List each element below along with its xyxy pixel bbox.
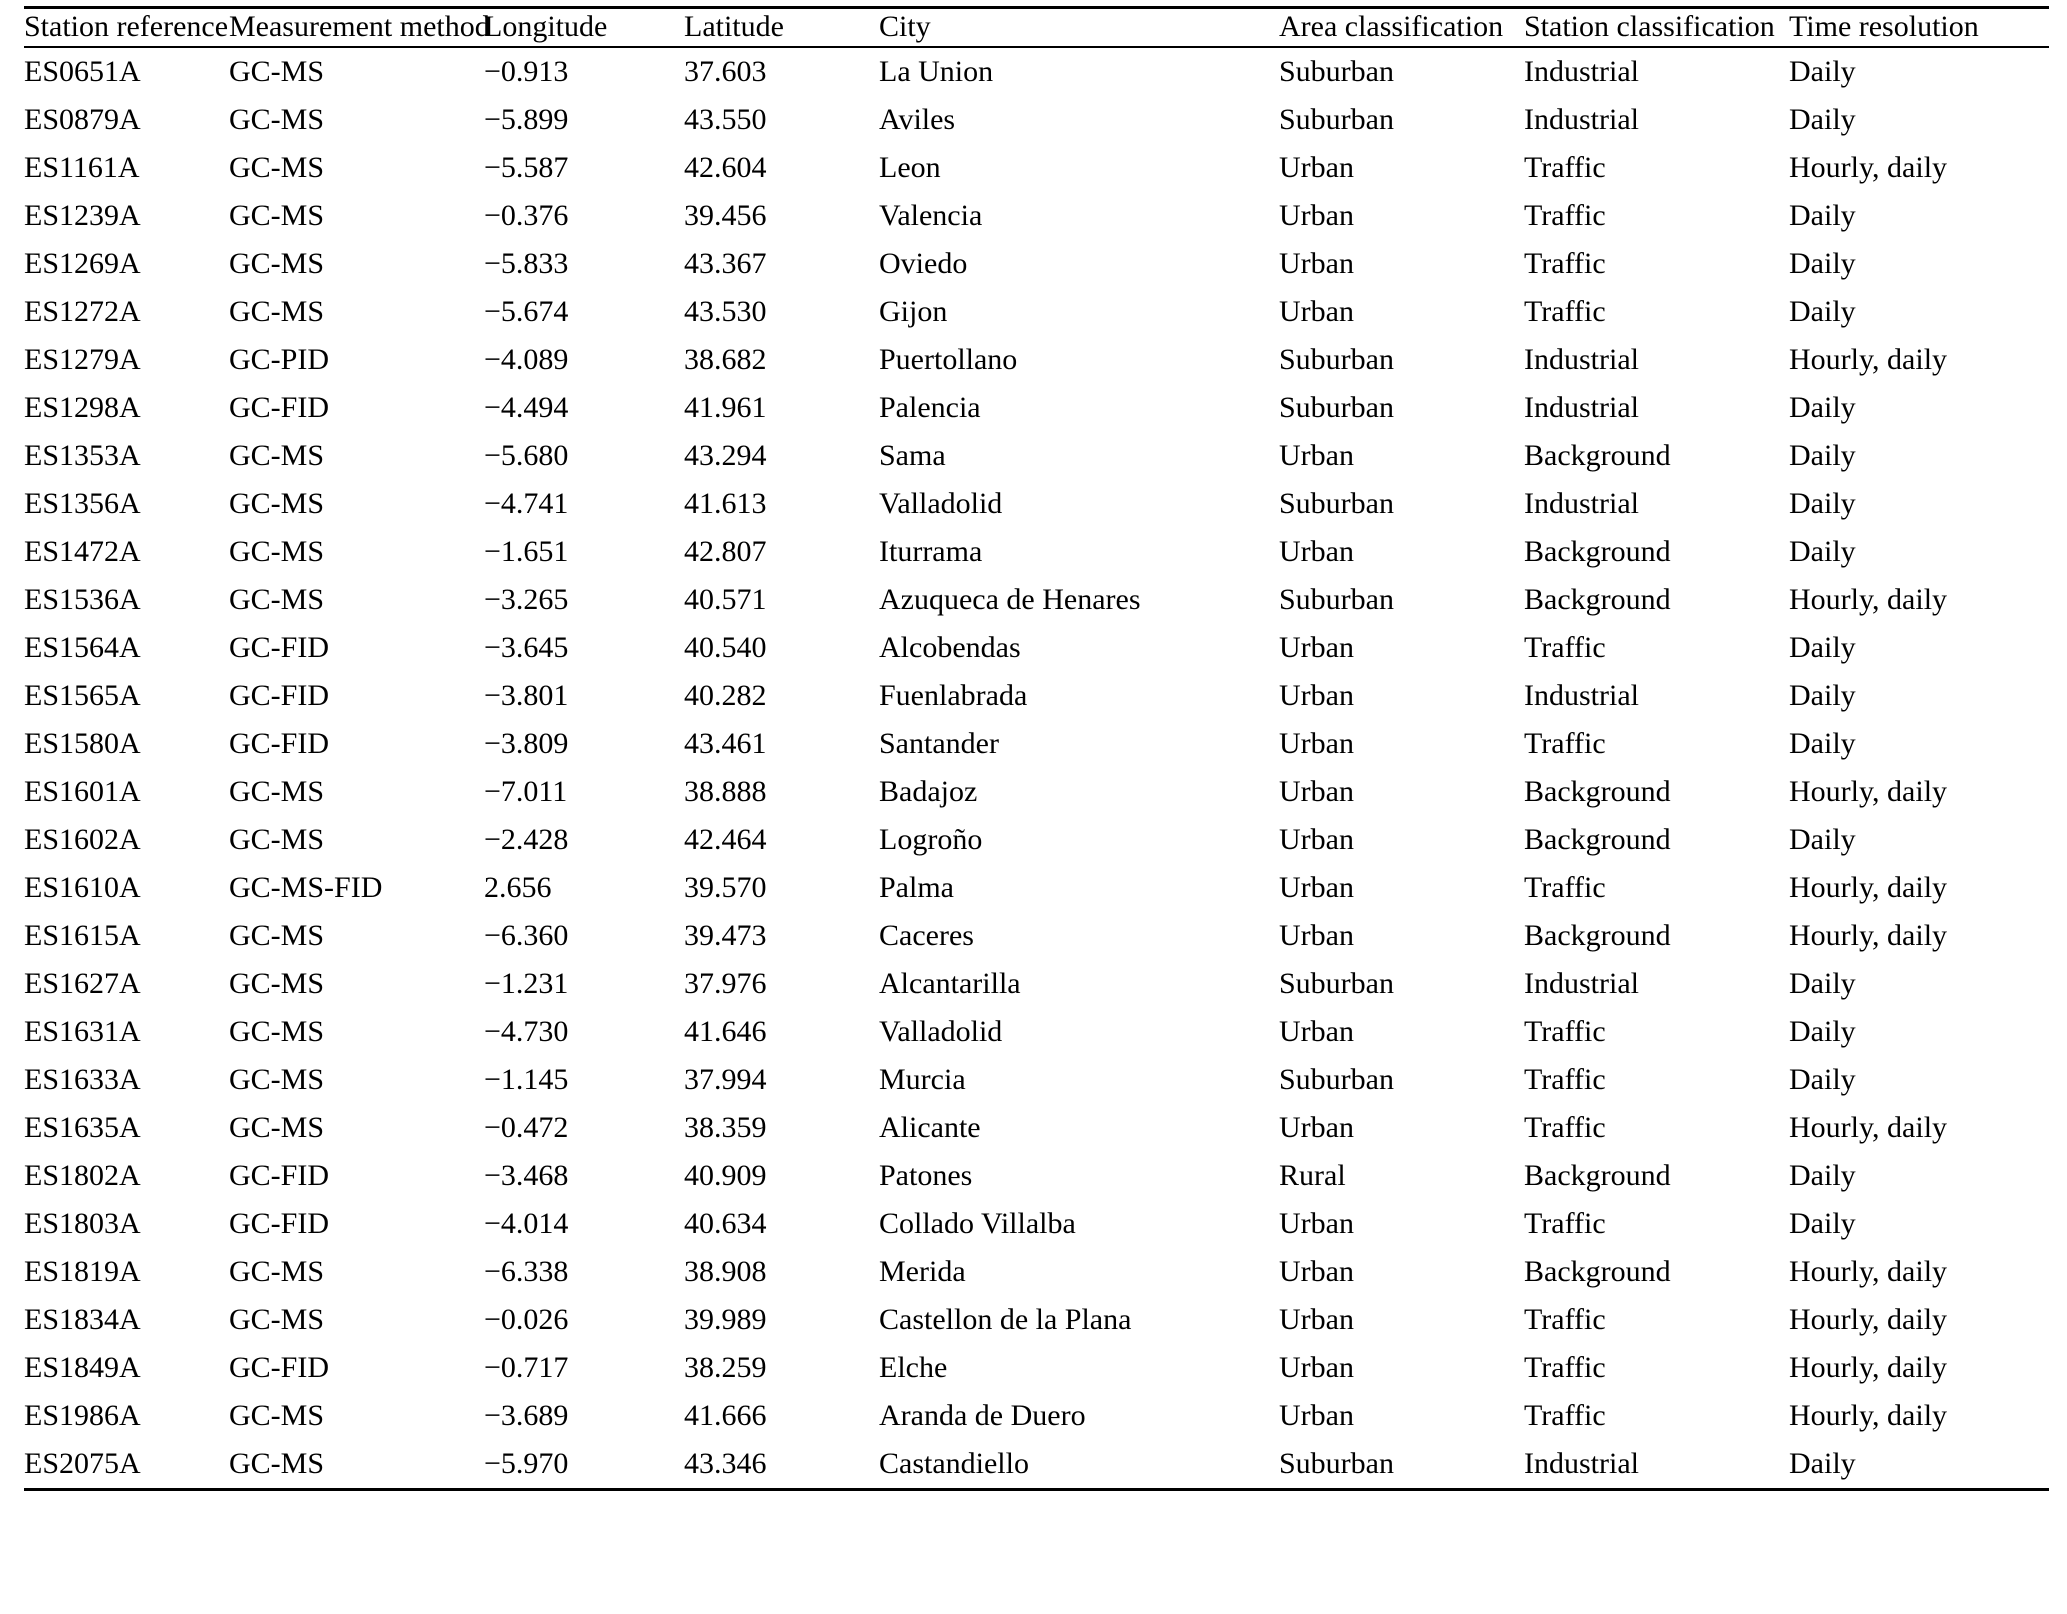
cell-longitude: −5.970: [484, 1440, 684, 1490]
cell-area-classification: Suburban: [1279, 966, 1394, 1000]
cell-city: Aviles: [879, 102, 956, 136]
table-row: [24, 1008, 2049, 1056]
cell-city: Santander: [879, 726, 999, 760]
cell-measurement-method: GC-MS: [229, 966, 325, 1000]
cell-longitude: −3.645: [484, 630, 569, 664]
cell-station-classification: Traffic: [1524, 870, 1606, 904]
cell-longitude: −2.428: [484, 822, 569, 856]
cell-latitude: 42.604: [684, 150, 767, 184]
cell-longitude: −4.741: [484, 486, 569, 520]
cell-time-resolution: Daily: [1789, 1062, 1856, 1096]
cell-station-reference: ES1635A: [24, 1110, 141, 1144]
cell-longitude: −1.231: [484, 966, 569, 1000]
cell-area-classification: Rural: [1279, 1158, 1346, 1192]
cell-longitude: 2.656: [484, 870, 552, 904]
cell-city: Elche: [879, 1350, 948, 1384]
header-row: [24, 8, 2049, 47]
cell-longitude: −7.011: [484, 774, 568, 808]
cell-latitude: 39.473: [684, 918, 767, 952]
cell-measurement-method: GC-MS: [229, 1062, 325, 1096]
cell-area-classification: Suburban: [1279, 342, 1394, 376]
cell-latitude: 43.550: [684, 102, 767, 136]
table-row: [24, 1104, 2049, 1152]
cell-latitude: 39.989: [684, 1302, 767, 1336]
cell-measurement-method: GC-FID: [229, 678, 330, 712]
table-row: [24, 1440, 2049, 1490]
cell-station-reference: ES1610A: [24, 870, 141, 904]
cell-station-classification: Traffic: [1524, 1014, 1606, 1048]
cell-latitude: 43.367: [684, 246, 767, 280]
cell-longitude: −4.089: [484, 342, 569, 376]
cell-area-classification: Suburban: [1279, 486, 1394, 520]
column-header-station-reference: Station reference: [24, 8, 229, 47]
table-row: [24, 816, 2049, 864]
cell-longitude: −5.680: [484, 438, 569, 472]
cell-station-reference: ES1849A: [24, 1350, 141, 1384]
table-row: [24, 1296, 2049, 1344]
cell-city: Collado Villalba: [879, 1206, 1076, 1240]
table-row: [24, 240, 2049, 288]
cell-measurement-method: GC-MS-FID: [229, 870, 383, 904]
cell-station-reference: ES1353A: [24, 438, 141, 472]
cell-area-classification: Urban: [1279, 678, 1354, 712]
cell-time-resolution: Hourly, daily: [1789, 342, 1948, 376]
table-row: [24, 672, 2049, 720]
cell-time-resolution: Hourly, daily: [1789, 150, 1948, 184]
table-row: [24, 96, 2049, 144]
cell-city: Puertollano: [879, 342, 1018, 376]
cell-measurement-method: GC-MS: [229, 1110, 325, 1144]
table-row: [24, 624, 2049, 672]
cell-latitude: 40.571: [684, 582, 767, 616]
cell-longitude: −4.494: [484, 390, 569, 424]
table-row: [24, 912, 2049, 960]
cell-area-classification: Urban: [1279, 534, 1354, 568]
cell-longitude: −3.265: [484, 582, 569, 616]
cell-city: Alcobendas: [879, 630, 1021, 664]
cell-station-reference: ES1536A: [24, 582, 141, 616]
cell-city: Oviedo: [879, 246, 968, 280]
cell-city: Castandiello: [879, 1440, 1279, 1490]
cell-latitude: 37.976: [684, 966, 767, 1000]
cell-station-classification: Traffic: [1524, 630, 1606, 664]
cell-area-classification: Urban: [1279, 198, 1354, 232]
cell-time-resolution: Hourly, daily: [1789, 774, 1948, 808]
cell-longitude: −0.376: [484, 198, 569, 232]
table-row: [24, 720, 2049, 768]
cell-time-resolution: Hourly, daily: [1789, 1398, 1948, 1432]
table-body: [24, 47, 2049, 1490]
cell-latitude: 38.908: [684, 1254, 767, 1288]
cell-latitude: 40.634: [684, 1206, 767, 1240]
cell-measurement-method: GC-MS: [229, 1254, 325, 1288]
table-row: [24, 47, 2049, 96]
cell-measurement-method: GC-FID: [229, 726, 330, 760]
cell-station-reference: ES1601A: [24, 774, 141, 808]
table-row: [24, 288, 2049, 336]
cell-measurement-method: GC-MS: [229, 774, 325, 808]
cell-area-classification: Urban: [1279, 630, 1354, 664]
cell-measurement-method: GC-FID: [229, 1350, 330, 1384]
cell-station-classification: Traffic: [1524, 150, 1606, 184]
cell-station-classification: Traffic: [1524, 1206, 1606, 1240]
cell-longitude: −3.809: [484, 726, 569, 760]
stations-table: [24, 6, 2049, 1491]
cell-city: Aranda de Duero: [879, 1398, 1086, 1432]
table-row: [24, 864, 2049, 912]
cell-latitude: 42.807: [684, 534, 767, 568]
cell-measurement-method: GC-MS: [229, 102, 325, 136]
cell-longitude: −5.674: [484, 294, 569, 328]
cell-station-classification: Traffic: [1524, 1062, 1606, 1096]
cell-city: Caceres: [879, 918, 974, 952]
cell-station-reference: ES0651A: [24, 54, 141, 88]
cell-measurement-method: GC-MS: [229, 150, 325, 184]
cell-latitude: 40.909: [684, 1158, 767, 1192]
cell-area-classification: Urban: [1279, 1254, 1354, 1288]
cell-latitude: 43.530: [684, 294, 767, 328]
cell-time-resolution: Daily: [1789, 294, 1856, 328]
cell-area-classification: Urban: [1279, 726, 1354, 760]
cell-time-resolution: Daily: [1789, 534, 1856, 568]
cell-measurement-method: GC-MS: [229, 1014, 325, 1048]
cell-latitude: 38.259: [684, 1350, 767, 1384]
cell-time-resolution: Daily: [1789, 822, 1856, 856]
cell-area-classification: Urban: [1279, 1350, 1354, 1384]
column-header-latitude: Latitude: [684, 8, 879, 47]
cell-area-classification: Urban: [1279, 822, 1354, 856]
cell-measurement-method: GC-MS: [229, 1398, 325, 1432]
cell-station-reference: ES1633A: [24, 1062, 141, 1096]
column-header-city: City: [879, 8, 1279, 47]
cell-latitude: 41.666: [684, 1398, 767, 1432]
cell-time-resolution: Hourly, daily: [1789, 1254, 1948, 1288]
cell-city: Sama: [879, 438, 946, 472]
cell-station-classification: Background: [1524, 582, 1671, 616]
cell-station-reference: ES1819A: [24, 1254, 141, 1288]
cell-measurement-method: GC-FID: [229, 1158, 330, 1192]
cell-area-classification: Urban: [1279, 1302, 1354, 1336]
cell-longitude: −3.468: [484, 1158, 569, 1192]
cell-area-classification: Urban: [1279, 1206, 1354, 1240]
cell-station-classification: Background: [1524, 1254, 1671, 1288]
cell-latitude: 40.540: [684, 630, 767, 664]
table-row: [24, 480, 2049, 528]
cell-area-classification: Urban: [1279, 870, 1354, 904]
cell-area-classification: Suburban: [1279, 582, 1394, 616]
cell-station-classification: Industrial: [1524, 342, 1639, 376]
cell-measurement-method: GC-MS: [229, 438, 325, 472]
cell-area-classification: Suburban: [1279, 390, 1394, 424]
cell-longitude: −5.587: [484, 150, 569, 184]
cell-city: Iturrama: [879, 534, 983, 568]
cell-area-classification: Suburban: [1279, 1440, 1524, 1490]
cell-city: Valladolid: [879, 1014, 1003, 1048]
cell-station-classification: Background: [1524, 774, 1671, 808]
cell-station-reference: ES1564A: [24, 630, 141, 664]
cell-station-reference: ES1580A: [24, 726, 141, 760]
cell-station-classification: Traffic: [1524, 198, 1606, 232]
cell-measurement-method: GC-MS: [229, 822, 325, 856]
cell-area-classification: Urban: [1279, 294, 1354, 328]
cell-latitude: 43.346: [684, 1440, 879, 1490]
cell-measurement-method: GC-FID: [229, 1206, 330, 1240]
cell-latitude: 41.613: [684, 486, 767, 520]
cell-longitude: −0.913: [484, 54, 569, 88]
cell-station-reference: ES1565A: [24, 678, 141, 712]
table-row: [24, 768, 2049, 816]
cell-city: Alicante: [879, 1110, 981, 1144]
cell-station-classification: Traffic: [1524, 246, 1606, 280]
cell-longitude: −0.026: [484, 1302, 569, 1336]
cell-station-classification: Traffic: [1524, 1398, 1606, 1432]
cell-latitude: 39.456: [684, 198, 767, 232]
cell-station-reference: ES1272A: [24, 294, 141, 328]
table-header: [24, 8, 2049, 47]
cell-time-resolution: Daily: [1789, 1158, 1856, 1192]
cell-station-classification: Background: [1524, 1158, 1671, 1192]
cell-station-reference: ES1239A: [24, 198, 141, 232]
cell-station-classification: Traffic: [1524, 1110, 1606, 1144]
table-row: [24, 528, 2049, 576]
cell-latitude: 42.464: [684, 822, 767, 856]
table-row: [24, 432, 2049, 480]
table-row: [24, 1392, 2049, 1440]
cell-city: Badajoz: [879, 774, 978, 808]
cell-measurement-method: GC-MS: [229, 486, 325, 520]
cell-longitude: −5.899: [484, 102, 569, 136]
cell-station-reference: ES1279A: [24, 342, 141, 376]
cell-measurement-method: GC-MS: [229, 246, 325, 280]
cell-area-classification: Urban: [1279, 1110, 1354, 1144]
cell-time-resolution: Daily: [1789, 102, 1856, 136]
cell-station-reference: ES1802A: [24, 1158, 141, 1192]
cell-station-classification: Traffic: [1524, 1350, 1606, 1384]
column-header-measurement-method: Measurement method: [229, 8, 484, 47]
cell-longitude: −6.338: [484, 1254, 569, 1288]
cell-station-reference: ES1803A: [24, 1206, 141, 1240]
cell-longitude: −4.730: [484, 1014, 569, 1048]
column-header-time-resolution: Time resolution: [1789, 8, 2049, 47]
cell-latitude: 38.682: [684, 342, 767, 376]
cell-area-classification: Urban: [1279, 918, 1354, 952]
cell-station-classification: Industrial: [1524, 54, 1639, 88]
cell-longitude: −6.360: [484, 918, 569, 952]
cell-area-classification: Suburban: [1279, 1062, 1394, 1096]
cell-station-classification: Industrial: [1524, 678, 1639, 712]
cell-city: Castellon de la Plana: [879, 1302, 1132, 1336]
table-row: [24, 1200, 2049, 1248]
cell-city: Palma: [879, 870, 954, 904]
table-row: [24, 336, 2049, 384]
cell-measurement-method: GC-PID: [229, 342, 330, 376]
cell-time-resolution: Hourly, daily: [1789, 870, 1948, 904]
cell-time-resolution: Daily: [1789, 486, 1856, 520]
cell-station-reference: ES0879A: [24, 102, 141, 136]
cell-time-resolution: Daily: [1789, 966, 1856, 1000]
cell-station-reference: ES2075A: [24, 1440, 229, 1490]
cell-station-reference: ES1602A: [24, 822, 141, 856]
cell-area-classification: Suburban: [1279, 54, 1394, 88]
column-header-area-classification: Area classification: [1279, 8, 1524, 47]
cell-time-resolution: Daily: [1789, 390, 1856, 424]
table-row: [24, 1152, 2049, 1200]
cell-station-classification: Background: [1524, 534, 1671, 568]
cell-station-reference: ES1986A: [24, 1398, 141, 1432]
column-header-station-classification: Station classification: [1524, 8, 1789, 47]
cell-area-classification: Urban: [1279, 1398, 1354, 1432]
cell-measurement-method: GC-MS: [229, 582, 325, 616]
cell-time-resolution: Daily: [1789, 198, 1856, 232]
cell-time-resolution: Daily: [1789, 1014, 1856, 1048]
cell-time-resolution: Daily: [1789, 438, 1856, 472]
cell-measurement-method: GC-FID: [229, 390, 330, 424]
cell-time-resolution: Daily: [1789, 1206, 1856, 1240]
cell-longitude: −1.651: [484, 534, 569, 568]
cell-time-resolution: Hourly, daily: [1789, 1302, 1948, 1336]
cell-time-resolution: Hourly, daily: [1789, 918, 1948, 952]
cell-station-classification: Background: [1524, 438, 1671, 472]
cell-area-classification: Urban: [1279, 438, 1354, 472]
cell-city: Murcia: [879, 1062, 966, 1096]
cell-latitude: 41.961: [684, 390, 767, 424]
cell-city: Palencia: [879, 390, 981, 424]
cell-station-classification: Industrial: [1524, 486, 1639, 520]
cell-station-reference: ES1161A: [24, 150, 140, 184]
cell-longitude: −4.014: [484, 1206, 569, 1240]
cell-time-resolution: Daily: [1789, 726, 1856, 760]
table-row: [24, 1248, 2049, 1296]
cell-station-reference: ES1356A: [24, 486, 141, 520]
cell-measurement-method: GC-MS: [229, 918, 325, 952]
cell-time-resolution: Hourly, daily: [1789, 582, 1948, 616]
cell-area-classification: Urban: [1279, 246, 1354, 280]
table-row: [24, 384, 2049, 432]
cell-station-reference: ES1298A: [24, 390, 141, 424]
cell-city: Logroño: [879, 822, 983, 856]
cell-longitude: −3.801: [484, 678, 569, 712]
cell-station-classification: Traffic: [1524, 1302, 1606, 1336]
cell-station-classification: Background: [1524, 822, 1671, 856]
cell-area-classification: Urban: [1279, 150, 1354, 184]
cell-longitude: −1.145: [484, 1062, 569, 1096]
cell-longitude: −0.717: [484, 1350, 569, 1384]
cell-time-resolution: Daily: [1789, 246, 1856, 280]
cell-measurement-method: GC-MS: [229, 1302, 325, 1336]
cell-city: Azuqueca de Henares: [879, 582, 1141, 616]
cell-station-reference: ES1472A: [24, 534, 141, 568]
table-row: [24, 1056, 2049, 1104]
cell-station-classification: Industrial: [1524, 390, 1639, 424]
cell-city: Leon: [879, 150, 941, 184]
column-header-longitude: Longitude: [484, 8, 684, 47]
cell-station-reference: ES1631A: [24, 1014, 141, 1048]
cell-measurement-method: GC-MS: [229, 294, 325, 328]
cell-measurement-method: GC-MS: [229, 198, 325, 232]
cell-latitude: 43.294: [684, 438, 767, 472]
cell-longitude: −3.689: [484, 1398, 569, 1432]
cell-longitude: −5.833: [484, 246, 569, 280]
cell-station-reference: ES1834A: [24, 1302, 141, 1336]
cell-latitude: 37.994: [684, 1062, 767, 1096]
cell-measurement-method: GC-MS: [229, 1440, 484, 1490]
table-row: [24, 960, 2049, 1008]
cell-area-classification: Urban: [1279, 774, 1354, 808]
cell-area-classification: Suburban: [1279, 102, 1394, 136]
cell-longitude: −0.472: [484, 1110, 569, 1144]
cell-station-reference: ES1615A: [24, 918, 141, 952]
cell-area-classification: Urban: [1279, 1014, 1354, 1048]
cell-time-resolution: Daily: [1789, 1440, 2049, 1490]
cell-measurement-method: GC-MS: [229, 54, 325, 88]
cell-station-classification: Industrial: [1524, 966, 1639, 1000]
cell-latitude: 38.359: [684, 1110, 767, 1144]
cell-city: Patones: [879, 1158, 973, 1192]
cell-measurement-method: GC-FID: [229, 630, 330, 664]
cell-measurement-method: GC-MS: [229, 534, 325, 568]
cell-time-resolution: Hourly, daily: [1789, 1350, 1948, 1384]
cell-city: Valladolid: [879, 486, 1003, 520]
cell-city: Alcantarilla: [879, 966, 1021, 1000]
table-row: [24, 192, 2049, 240]
cell-city: Fuenlabrada: [879, 678, 1028, 712]
table-row: [24, 576, 2049, 624]
cell-city: La Union: [879, 54, 994, 88]
cell-latitude: 43.461: [684, 726, 767, 760]
cell-station-classification: Industrial: [1524, 102, 1639, 136]
cell-station-classification: Industrial: [1524, 1440, 1789, 1490]
table-row: [24, 144, 2049, 192]
cell-latitude: 39.570: [684, 870, 767, 904]
cell-time-resolution: Hourly, daily: [1789, 1110, 1948, 1144]
cell-station-reference: ES1269A: [24, 246, 141, 280]
cell-latitude: 37.603: [684, 54, 767, 88]
cell-latitude: 38.888: [684, 774, 767, 808]
cell-city: Gijon: [879, 294, 948, 328]
cell-station-classification: Traffic: [1524, 726, 1606, 760]
cell-time-resolution: Daily: [1789, 630, 1856, 664]
table-row: [24, 1344, 2049, 1392]
cell-city: Valencia: [879, 198, 983, 232]
cell-time-resolution: Daily: [1789, 678, 1856, 712]
cell-station-classification: Background: [1524, 918, 1671, 952]
cell-latitude: 41.646: [684, 1014, 767, 1048]
cell-latitude: 40.282: [684, 678, 767, 712]
cell-station-reference: ES1627A: [24, 966, 141, 1000]
cell-time-resolution: Daily: [1789, 54, 1856, 88]
cell-station-classification: Traffic: [1524, 294, 1606, 328]
cell-city: Merida: [879, 1254, 966, 1288]
